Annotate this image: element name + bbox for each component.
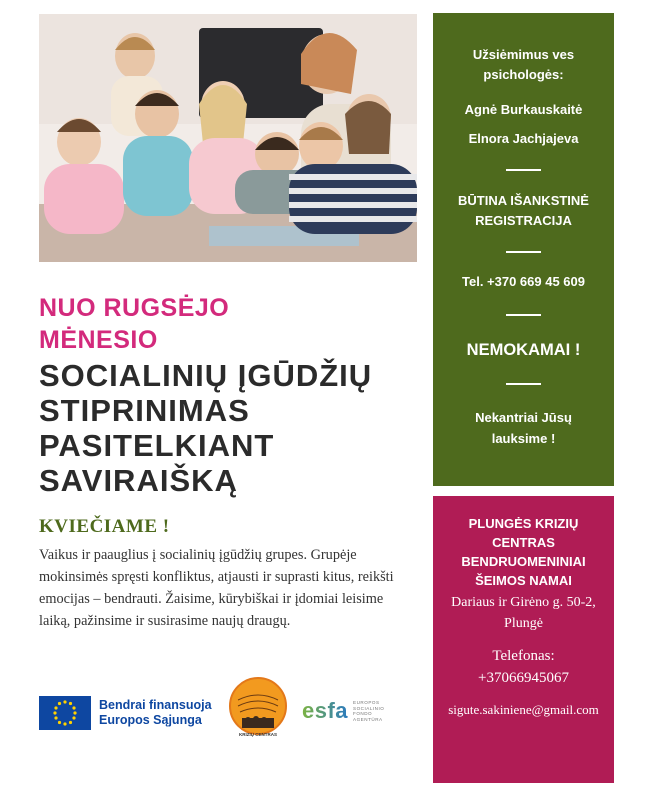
- headline-date-line2: MĖNESIO: [39, 326, 158, 354]
- headline-title-line4: SAVIRAIŠKĄ: [39, 463, 238, 498]
- esfa-sub-1: EUROPOS: [353, 700, 380, 705]
- phones-label: Telefonas:: [492, 648, 555, 664]
- led-by-line1: Užsiėmimus ves: [472, 47, 575, 62]
- info-sidebar: [433, 13, 614, 486]
- eu-logo: [39, 696, 212, 730]
- address-line1: Dariaus ir Girėno g. 50-2,: [451, 595, 596, 610]
- waiting-line1: Nekantriai Jūsų: [475, 410, 572, 425]
- divider: [506, 169, 541, 171]
- registration-line2: REGISTRACIJA: [475, 213, 572, 228]
- invite-heading: KVIEČIAME !: [39, 516, 170, 537]
- psychologist-2: Elnora Jachjajeva: [468, 131, 579, 146]
- eu-line2: Europos Sąjunga: [99, 713, 202, 727]
- sidebar-phone: Tel. +370 669 45 609: [462, 274, 585, 289]
- children-group-photo: [39, 14, 417, 262]
- headline-date-line1: NUO RUGSĖJO: [39, 294, 230, 322]
- free-label: NEMOKAMAI !: [466, 341, 581, 359]
- contact-phone: +37066945067: [478, 670, 569, 686]
- logos-row: [39, 676, 419, 744]
- invite-text: Vaikus ir paauglius į socialinių įgūdžių grupes. Grupėje mokinsimės spręsti konfliktus, atjausti ir suprasti kitus, reikšti emocijas – bendrauti. Žaisime, kūrybiškai ir įdomiai leisime laiką, pažinsime ir susirasime naujų draugų.: [39, 547, 394, 629]
- headline-title-line2: STIPRINIMAS: [39, 393, 250, 428]
- address-line2: Plungė: [504, 616, 543, 631]
- divider: [506, 383, 541, 385]
- org-line3: BENDRUOMENINIAI: [461, 554, 586, 569]
- divider: [506, 314, 541, 316]
- headline-title-line1: SOCIALINIŲ ĮGŪDŽIŲ: [39, 358, 373, 393]
- org-line1: PLUNGĖS KRIZIŲ: [468, 516, 579, 531]
- waiting-line2: lauksime !: [491, 431, 556, 446]
- krizių-centras-logo: [226, 676, 290, 740]
- divider: [506, 251, 541, 253]
- headline-title-line3: PASITELKIANT: [39, 428, 275, 463]
- eu-line1: Bendrai finansuoja: [99, 698, 212, 712]
- headline-block: [39, 292, 419, 498]
- psychologist-1: Agnė Burkauskaitė: [464, 102, 583, 117]
- org-line2: CENTRAS: [492, 535, 555, 550]
- contact-box: [433, 496, 614, 783]
- kc-label: KRIZIŲ CENTRAS: [239, 732, 277, 737]
- esfa-sub-3: FONDO: [353, 711, 373, 716]
- esfa-logo: [302, 698, 384, 724]
- esfa-sub-2: SOCIALINIO: [353, 705, 385, 711]
- esfa-sub-4: AGENTŪRA: [353, 716, 383, 722]
- eu-flag-icon: [39, 696, 91, 730]
- led-by-line2: psichologės:: [483, 67, 564, 82]
- contact-email[interactable]: sigute.sakiniene@gmail.com: [448, 702, 599, 717]
- esfa-wordmark: esfa: [302, 698, 349, 723]
- registration-line1: BŪTINA IŠANKSTINĖ: [458, 193, 589, 208]
- org-line4: ŠEIMOS NAMAI: [475, 573, 572, 588]
